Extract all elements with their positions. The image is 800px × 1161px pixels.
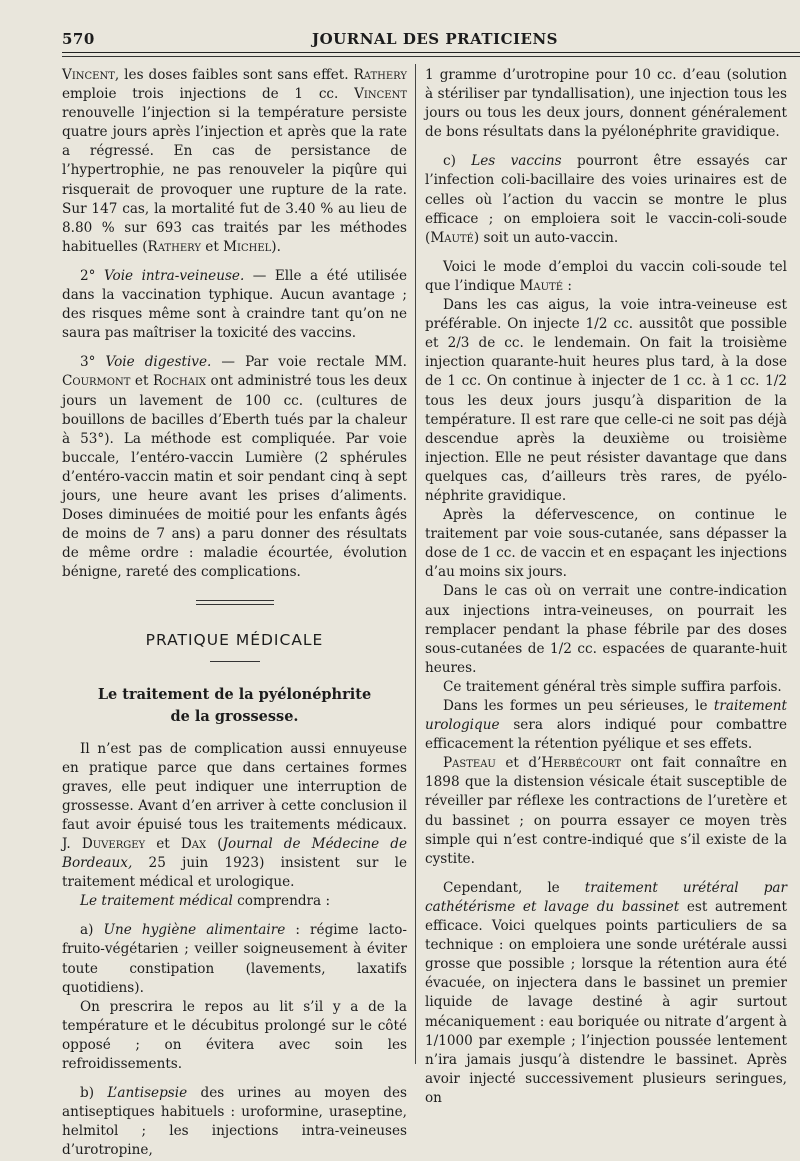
text-run: a) [80,922,104,939]
paragraph [425,258,787,296]
emphasis-text: traitement urologique [425,698,787,734]
paragraph [425,506,787,582]
author-name: Vincent [62,67,115,83]
paragraph [425,582,787,677]
author-name: Rochaix [152,373,207,390]
author-name: Rathery [147,238,201,255]
emphasis-text: L’antisepsie [107,1085,188,1102]
article-title [62,684,407,728]
text-run: : régime lacto-fruito-végétarien ; veiller soigneusement à éviter toute constipation (lavements, laxatifs quotidiens). [62,922,407,996]
header-rule-thin [62,56,800,57]
text-run: — Elle a été utilisée dans la vaccination typhique. Aucun avantage ; des risques même sont à craindre tant qu’on ne saura pas maîtriser la toxicité des vaccins. [62,267,407,342]
text-run: des urines au moyen des antiseptiques habituels : uroformine, uraseptine, helmitol ; les injections intra-veineuses d’urotropine, [62,1085,408,1159]
article-title-line-2: de la grossesse. [170,707,299,725]
author-name: Dax [180,836,207,852]
emphasis-text: Journal de Médecine de Bordeaux, [62,836,408,872]
author-name: Vincent [354,86,407,103]
text-run: Après la défervescence, on continue le traitement par voie sous-cutanée, sans dépasser la dose de 1 cc. de vaccin et en espaçant les injections d’au moins six jours. [425,507,787,581]
journal-title: JOURNAL DES PRATICIENS [312,30,558,48]
paragraph [62,740,407,893]
text-run: ) soit un auto-vaccin. [473,229,619,246]
text-run: ont administré tous les deux jours un lavement de 100 cc. (cultures de bouillons de bacilles d’Eberth tués par la chaleur à 53°). La méthode est compliquée. Par voie buccale, l’entéro-vaccin Lumière (2 sphérules d’entéro-vaccin matin et soir pendant cinq à sept jours, une heure avant les prises d’aliments. Doses diminuées de moitié pour les enfants âgés de moins de 7 ans) a paru donner des résultats de même ordre : maladie écourtée, évolution bénigne, rareté des complications. [62,373,407,581]
text-run: ( [206,836,223,852]
text-run: pourront être essayés car l’infection coli-bacillaire des voies urinaires est de celles où l’action du vaccin se montre le plus efficace ; on emploiera soit le vaccin-coli-soude ( [425,153,787,246]
text-run: comprendra : [232,893,331,910]
paragraph [425,296,787,506]
paragraph [62,921,407,997]
paragraph [425,754,787,869]
paragraph [425,879,787,1108]
author-name: Mauté [519,277,564,294]
right-column [425,66,787,1108]
text-run: Voici le mode d’emploi du vaccin coli-soude tel que l’indique [425,258,787,294]
text-run: — Par voie rectale MM. [211,354,407,371]
emphasis-text: Le traitement médical [80,893,233,910]
column-divider [415,64,416,1064]
page-number: 570 [62,30,95,48]
left-column [62,66,407,1161]
text-run: renouvelle l’injection si la température persiste quatre jours après l’injection et après que la rate a régressé. En cas de persistance de l’hypertrophie, ne pas renouveler la piqûre qui risquerait de provoquer une rupture de la rate. Sur 147 cas, la mortalité fut de 3.40 % au lieu de 8.80 % sur 693 cas traités par les méthodes habituelles ( [62,105,407,255]
text-run: Dans les cas aigus, la voie intra-veineuse est préférable. On injecte 1/2 cc. aussitôt que possible et 2/3 de cc. le lendemain. On fait la troisième injection quarante-huit heures plus tard, à la dose de 1 cc. On continue à injecter de 1 cc. à 1 cc. 1/2 tous les deux jours jusqu’à disparition de la température. Il est rare que celle-ci ne soit pas déjà descendue après la deuxième ou troisième injection. Elle ne peut résister davantage que dans quelques cas, d’ailleurs très rares, de pyélo-néphrite gravidique. [425,297,787,504]
text-run: 3° [80,354,106,371]
author-name: Duvergey [81,836,146,852]
author-name: Courmont [62,373,131,390]
header-rule [62,52,800,53]
paragraph [62,353,407,582]
paragraph [425,66,787,142]
text-run: et [200,238,224,255]
paragraph [425,697,787,754]
emphasis-text: Voie intra-veineuse. [103,267,245,284]
text-run: et [130,373,153,390]
emphasis-text: Voie digestive. [105,354,212,371]
text-run: sera alors indiqué pour combattre efficacement la rétention pyélique et ses effets. [425,717,787,753]
text-run: et [145,836,181,852]
author-name: Rathery [353,67,407,83]
author-name: Michel [223,238,272,255]
section-separator [196,600,274,605]
text-run: et d’ [495,755,542,772]
text-run: Dans le cas où on verrait une contre-indication aux injections intra-veineuses, on pourrait les remplacer pendant la phase fébrile par des doses sous-cutanées de 1/2 cc. espacées de quarante-huit heures. [425,583,787,676]
text-run: , les doses faibles sont sans effet. [114,67,354,83]
text-run: ont fait connaître en 1898 que la distension vésicale était susceptible de réveiller par réflexe les contractions de l’uretère et du bassinet ; on pourra essayer ce moyen très simple qui n’est contre-indiqué que s’il existe de la cystite. [425,755,787,867]
paragraph [62,998,407,1074]
author-name: Mauté [430,229,474,246]
text-run: Dans les formes un peu sérieuses, le [443,698,714,714]
paragraph [62,1084,407,1160]
text-run: 25 juin 1923) insistent sur le traitement médical et urologique. [62,855,407,891]
paragraph [62,66,407,257]
emphasis-text: Les vaccins [471,153,562,170]
emphasis-text: Une hygiène alimentaire [103,922,286,939]
paragraph [425,152,787,247]
text-run: b) [80,1085,108,1102]
text-run: ). [271,238,281,255]
author-name: Pasteau [443,755,496,772]
paragraph [62,267,407,343]
section-underline [210,661,260,662]
paragraph [62,892,407,911]
text-run: Il n’est pas de complication aussi ennuyeuse en pratique parce que dans certaines formes graves, elle peut indiquer une interruption de grossesse. Avant d’en arriver à cette conclusion il faut avoir épuisé tous les traitements médicaux. J. [62,740,407,852]
emphasis-text: traitement urétéral par cathétérisme et lavage du bassinet [425,879,788,915]
text-run: 1 gramme d’urotropine pour 10 cc. d’eau (solution à stériliser par tyndallisation), une injection tous les jours ou tous les deux jours, donnent généralement de bons résultats dans la pyélonéphrite gravidique. [425,67,787,141]
text-run: c) [443,153,472,170]
article-title-line-1: Le traitement de la pyélonéphrite [97,685,372,703]
text-run: est autrement efficace. Voici quelques points particuliers de sa technique : on emploiera une sonde urétérale aussi grosse que possible ; lorsque la rétention aura été évacuée, on injectera dans le bassinet un premier liquide de lavage destiné à agir surtout mécaniquement : eau boriquée ou nitrate d’argent à 1/1000 par exemple ; l’injection poussée lentement n’ira jamais jusqu’à distendre le bassinet. Après avoir injecté successivement plusieurs seringues, on [425,898,787,1106]
paragraph [425,678,787,697]
text-run: Cependant, le [443,879,585,896]
text-run: : [563,277,572,294]
page-header [62,30,800,50]
text-run: emploie trois injections de 1 cc. [62,86,355,103]
text-run: Ce traitement général très simple suffira parfois. [443,678,782,695]
author-name: Herbécourt [541,755,622,772]
text-run: On prescrira le repos au lit s’il y a de la température et le décubitus prolongé sur le côté opposé ; on évitera avec soin les refroidissements. [62,998,407,1073]
section-title: PRATIQUE MÉDICALE [145,631,324,650]
text-run: 2° [80,267,104,284]
